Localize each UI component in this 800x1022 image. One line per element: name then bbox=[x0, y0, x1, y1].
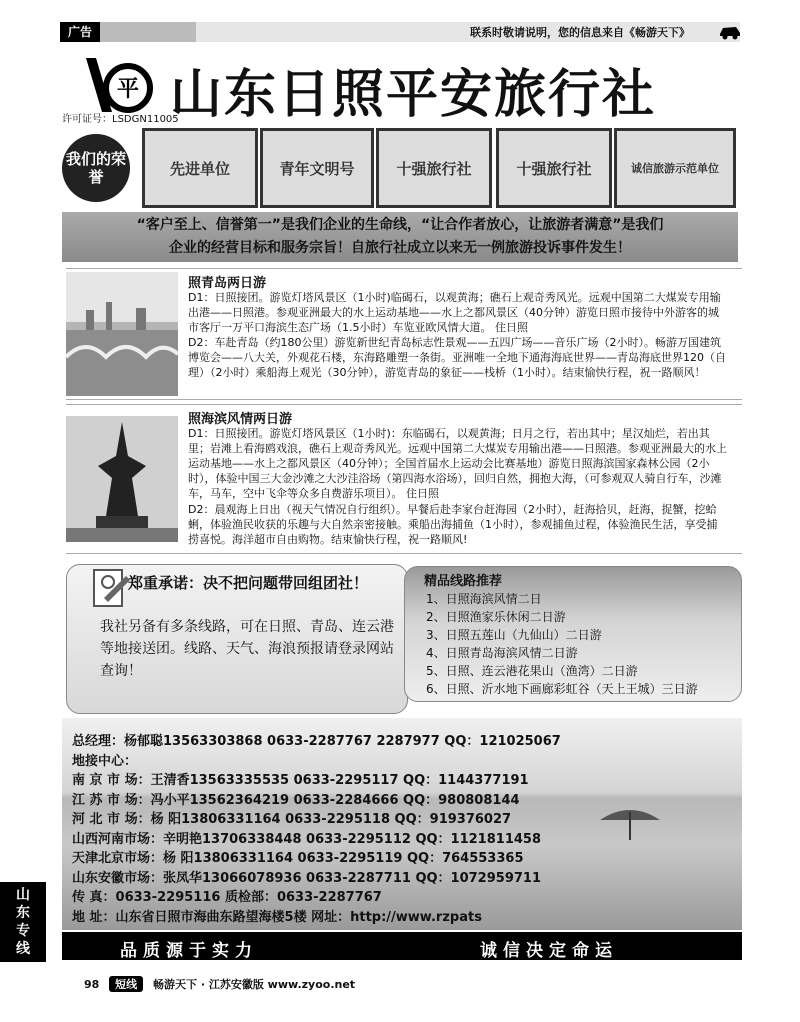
route-item: 5、日照、连云港花果山（渔湾）二日游 bbox=[426, 664, 638, 678]
contact-note: 联系时敬请说明，您的信息来自《畅游天下》 bbox=[470, 26, 690, 39]
market-line: 江 苏 市 场：冯小平13562364219 0633-2284666 QQ：980808144 bbox=[72, 792, 520, 808]
routes-title: 精品线路推荐 bbox=[424, 574, 503, 589]
car-icon bbox=[718, 22, 742, 40]
short-badge: 短线 bbox=[109, 976, 143, 992]
certificate-2: 青年文明号 bbox=[260, 128, 374, 208]
umbrella-photo-detail bbox=[590, 800, 710, 840]
motto-right: 诚信决定命运 bbox=[480, 941, 618, 961]
license-number: 许可证号：LSDGN11005 bbox=[62, 114, 179, 125]
tour-title: 照青岛两日游 bbox=[188, 276, 267, 291]
tour-day-2: D2：晨观海上日出（视天气情况自行组织）。早餐后赴李家台赶海园（2小时），赶海拾贝，赶海，捉蟹，挖蛤蜊，体验渔民收获的乐趣与大自然亲密接触。乘船出海捕鱼（1小时），参观捕鱼过程，体验渔民生活，享受捕捞喜悦。海洋超市自由购物。结束愉快行程，祝一路顺风! bbox=[188, 503, 718, 546]
footer-text: 畅游天下 · 江苏安徽版 www.zyoo.net bbox=[153, 978, 356, 991]
notepad-pencil-icon bbox=[90, 568, 130, 612]
center-label: 地接中心： bbox=[72, 753, 138, 769]
rizhao-tower-photo bbox=[66, 416, 178, 542]
fax-line: 传 真：0633-2295116 质检部：0633-2287767 bbox=[72, 890, 382, 905]
page-number: 98 bbox=[84, 978, 100, 991]
qingdao-bridge-photo bbox=[66, 272, 178, 396]
certificate-1: 先进单位 bbox=[142, 128, 258, 208]
slogan: “客户至上、信誉第一”是我们企业的生命线，“让合作者放心，让旅游者满意”是我们 企业的经营目标和服务宗旨！自旅行社成立以来无一例旅游投诉事件发生！ bbox=[136, 217, 664, 256]
agency-title: 山东日照平安旅行社 bbox=[170, 64, 657, 125]
footer bbox=[84, 976, 355, 992]
tour-day-1: D1：日照接团。游览灯塔风景区（1小时)：东临碣石，以观黄海；日月之行，若出其中；星汉灿烂，若出其里；岩滩上看海鸥戏浪，礁石上观奇秀风光。远观中国第二大煤炭专用输出港——日照港。参观亚洲最大的水上运动基地——水上之都风景区（40分钟）；全国首届水上运动会比赛基地）游览日照海滨国家森林公园（2小时），体验中国三大金沙滩之大沙洼浴场（第四海水浴场），回归自然，拥抱大海，（可参观双人骑自行车，沙滩车，马车，空中飞伞等众多自费游乐项目）。 住日照 bbox=[188, 427, 727, 500]
routes-list bbox=[426, 590, 698, 698]
tour-day-2: D2：车赴青岛（约180公里）游览新世纪青岛标志性景观——五四广场——音乐广场（2小时）。畅游万国建筑博览会——八大关，外观花石楼，东海路雕塑一条街。亚洲唯一全地下通海海底世界——青岛海底世界120（自理）（2小时）乘船海上观光（30分钟），游览青岛的象征——栈桥（1小时）。结束愉快行程，祝一路顺风！ bbox=[188, 336, 726, 379]
route-item: 6、日照、沂水地下画廊彩虹谷（天上王城）三日游 bbox=[426, 682, 698, 696]
market-line: 山东安徽市场：张凤华13066078936 0633-2287711 QQ：1072959711 bbox=[72, 870, 542, 886]
contacts bbox=[72, 732, 561, 927]
svg-text:平: 平 bbox=[116, 76, 140, 102]
market-line: 天津北京市场：杨 阳13806331164 0633-2295119 QQ：764553365 bbox=[72, 851, 524, 866]
market-line: 河 北 市 场：杨 阳13806331164 0633-2295118 QQ：919376027 bbox=[72, 812, 512, 827]
certificate-4: 十强旅行社 bbox=[496, 128, 612, 208]
certificate-5: 诚信旅游示范单位 bbox=[614, 128, 736, 208]
pledge-title: 郑重承诺：决不把问题带回组团社！ bbox=[128, 574, 369, 592]
route-item: 1、日照海滨风情二日 bbox=[426, 592, 542, 606]
market-line: 山西河南市场：辛明艳13706338448 0633-2295112 QQ：1121811458 bbox=[72, 831, 542, 847]
pledge-text: 我社另备有多条线路，可在日照、青岛、连云港等地接送团。线路、天气、海浪预报请登录网站查询！ bbox=[100, 619, 394, 679]
side-tab: 山东专线 bbox=[0, 882, 46, 962]
tour-day-1: D1：日照接团。游览灯塔风景区（1小时)临碣石，以观黄海；礁石上观奇秀风光。远观中国第二大煤炭专用输出港——日照港。参观亚洲最大的水上运动基地——水上之都风景区（40分钟）游览日照市接待中外游客的城市客厅一万平口海滨生态广场（1.5小时）车览亚欧风情大道。 住日照 bbox=[188, 291, 721, 334]
certificate-3: 十强旅行社 bbox=[376, 128, 492, 208]
route-item: 2、日照渔家乐休闲二日游 bbox=[426, 610, 566, 624]
route-item: 4、日照青岛海滨风情二日游 bbox=[426, 646, 578, 660]
honors-badge: 我们的荣誉 bbox=[62, 134, 130, 202]
address-line: 地 址：山东省日照市海曲东路望海楼5楼 网址：http://www.rzpats bbox=[72, 909, 482, 925]
tour-title: 照海滨风情两日游 bbox=[188, 412, 293, 427]
market-line: 南 京 市 场：王清香13563335535 0633-2295117 QQ：1144377191 bbox=[72, 773, 529, 788]
route-item: 3、日照五莲山（九仙山）二日游 bbox=[426, 628, 602, 642]
ad-tag: 广告 bbox=[60, 22, 100, 42]
manager-line: 总经理：杨郁聪13563303868 0633-2287767 2287977 QQ：121025067 bbox=[72, 734, 561, 749]
motto-left: 品质源于实力 bbox=[120, 941, 258, 961]
